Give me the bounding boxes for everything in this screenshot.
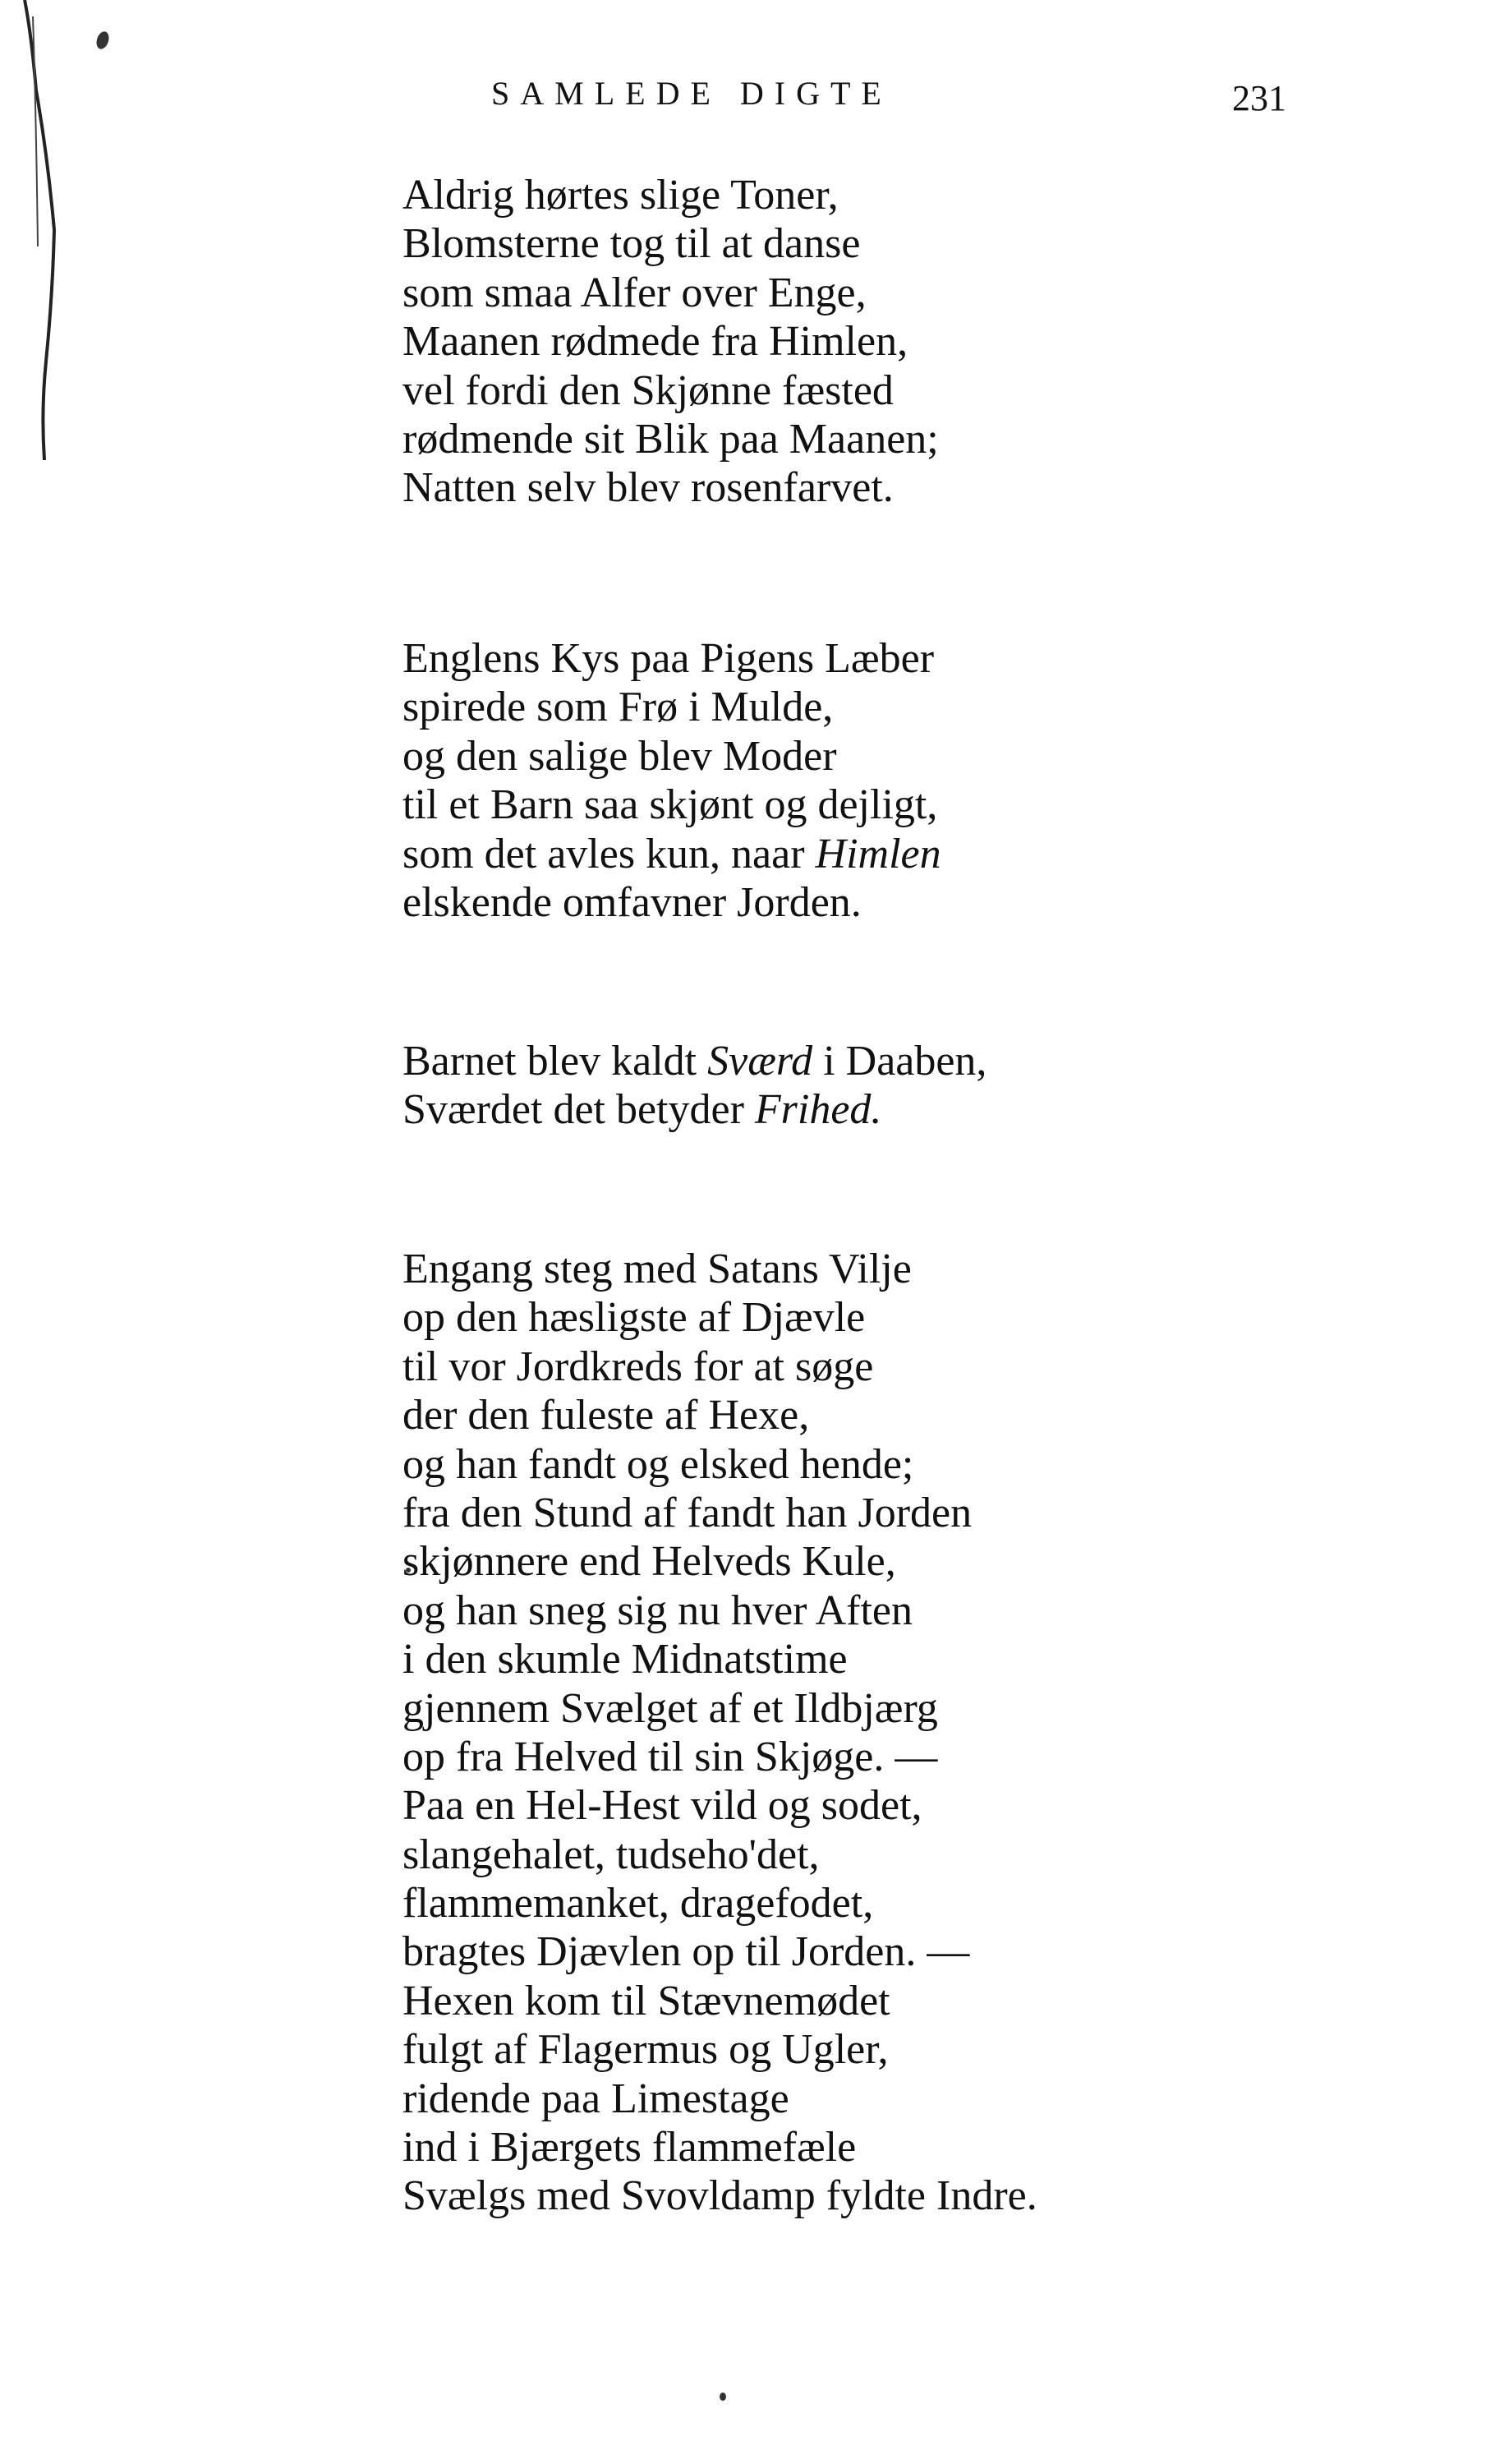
verse-line: ridende paa Limestage: [402, 2075, 789, 2122]
verse-text: i Daaben,: [812, 1038, 987, 1085]
verse-line: Svælgs med Svovldamp fyldte Indre.: [402, 2172, 1037, 2220]
verse-line: som smaa Alfer over Enge,: [402, 269, 867, 316]
verse-line: [402, 1037, 987, 1085]
verse-line: Engang steg med Satans Vilje: [402, 1246, 912, 1292]
ink-speck: [94, 30, 111, 50]
running-header-title: SAMLEDE DIGTE: [491, 75, 892, 112]
verse-line: ind i Bjærgets flammefæle: [402, 2124, 857, 2172]
verse-line: Maanen rødmede fra Himlen,: [402, 318, 908, 366]
verse-line: op den hæsligste af Djævle: [402, 1294, 866, 1342]
verse-line: gjennem Svælget af et Ildbjærg: [402, 1684, 938, 1732]
verse-line: Hexen kom til Stævnemødet: [402, 1977, 890, 2024]
verse-line: fulgt af Flagermus og Ugler,: [402, 2026, 889, 2074]
page-binding-edge: [0, 0, 74, 460]
verse-line: slangehalet, tudseho'det,: [402, 1831, 820, 1878]
verse-text: Sværdet det betyder: [402, 1086, 755, 1134]
verse-text: Barnet blev kaldt: [402, 1038, 708, 1085]
verse-line: og den salige blev Moder: [402, 732, 837, 780]
verse-line: [402, 830, 941, 878]
verse-line: til et Barn saa skjønt og dejligt,: [402, 781, 938, 829]
emphasized-word: Frihed.: [754, 1086, 882, 1134]
verse-line: og han fandt og elsked hende;: [402, 1440, 914, 1488]
verse-line: flammemanket, dragefodet,: [402, 1880, 874, 1927]
emphasized-word: Sværd: [707, 1038, 813, 1085]
verse-line: til vor Jordkreds for at søge: [402, 1343, 874, 1390]
verse-line: Englens Kys paa Pigens Læber: [402, 635, 935, 682]
verse-text: som det avles kun, naar: [402, 830, 816, 877]
verse-line: op fra Helved til sin Skjøge. —: [402, 1733, 938, 1780]
stanza-3: [402, 1037, 987, 1135]
verse-line: skjønnere end Helveds Kule,: [402, 1538, 896, 1586]
verse-line: Blomsterne tog til at danse: [402, 220, 861, 268]
verse-line: Natten selv blev rosenfarvet.: [402, 464, 894, 512]
verse-line: elskende omfavner Jorden.: [402, 878, 862, 926]
verse-line: rødmende sit Blik paa Maanen;: [402, 415, 939, 463]
verse-line: Aldrig hørtes slige Toner,: [402, 172, 839, 219]
verse-line: [402, 1085, 987, 1134]
stanza-4: [402, 1245, 1037, 2221]
verse-line: der den fuleste af Hexe,: [402, 1392, 810, 1439]
stanza-2: [402, 634, 941, 927]
emphasized-word: Himlen: [815, 830, 941, 877]
page-number: 231: [1232, 78, 1286, 118]
verse-line: i den skumle Midnatstime: [402, 1636, 848, 1683]
verse-line: og han sneg sig nu hver Aften: [402, 1587, 913, 1634]
verse-line: spirede som Frø i Mulde,: [402, 684, 834, 731]
verse-line: Paa en Hel-Hest vild og sodet,: [402, 1782, 922, 1830]
stanza-1: [402, 171, 939, 513]
verse-line: fra den Stund af fandt han Jorden: [402, 1489, 973, 1536]
verse-line: vel fordi den Skjønne fæsted: [402, 366, 894, 414]
ink-speck: [720, 2393, 726, 2401]
verse-line: bragtes Djævlen op til Jorden. —: [402, 1928, 970, 1976]
